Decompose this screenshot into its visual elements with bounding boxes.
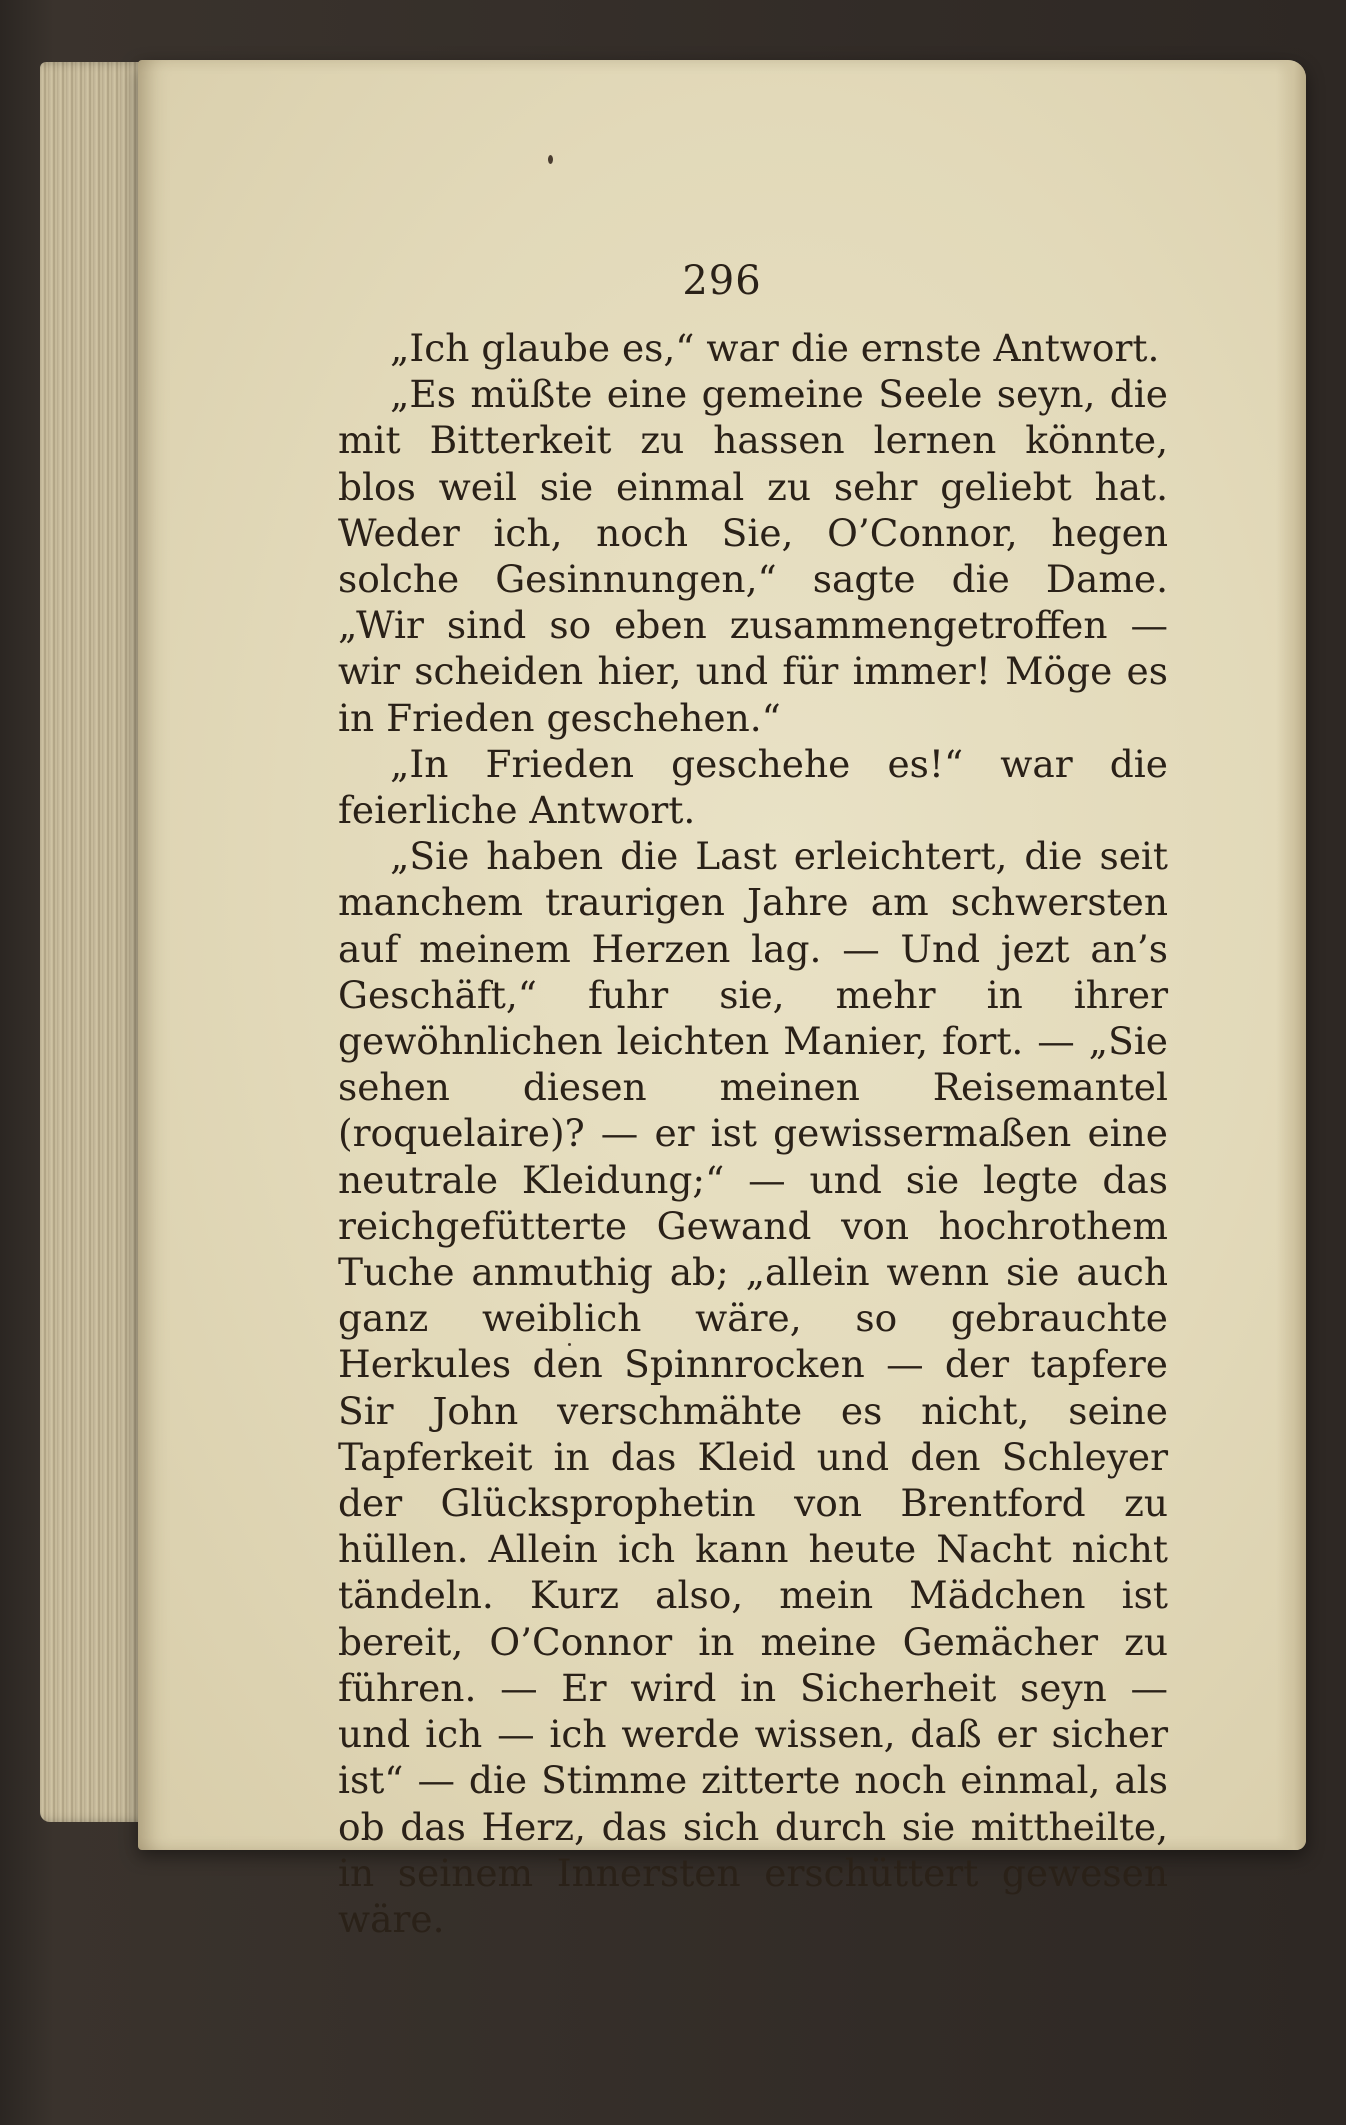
ink-speck	[548, 155, 553, 164]
page-stack-edges	[40, 62, 150, 1822]
paragraph: „Ich glaube es,“ war die ernste Antwort.	[390, 326, 1160, 370]
page-right-edge	[1276, 60, 1306, 1850]
paragraph: „In Frieden geschehe es!“ war die feierliche Antwort.	[338, 741, 1168, 833]
paragraph: „Es müßte eine gemeine Seele seyn, die mit Bitterkeit zu hassen lernen könnte, blos weil sie einmal zu sehr geliebt hat. Weder ich, noch Sie, O’Connor, hegen solche Gesinnungen,“ sagte die Dame. „Wir sind so eben zusammengetroffen — wir scheiden hier, und für immer! Möge es in Frieden geschehen.“	[338, 372, 1168, 740]
page-text	[338, 325, 1168, 1942]
page-number: 296	[682, 258, 762, 304]
paragraph: „Sie haben die Last erleichtert, die seit manchem traurigen Jahre am schwersten auf meinem Herzen lag. — Und jezt an’s Geschäft,“ fuhr sie, mehr in ihrer gewöhnlichen leichten Manier, fort. — „Sie sehen diesen meinen Reisemantel (roquelaire)? — er ist gewissermaßen eine neutrale Kleidung;“ — und sie legte das reichgefütterte Gewand von hochrothem Tuche anmuthig ab; „allein wenn sie auch ganz weiblich wäre, so gebrauchte Herkules den Spinnrocken — der tapfere Sir John verschmähte es nicht, seine Tapferkeit in das Kleid und den Schleyer der Glücksprophetin von Brentford zu hüllen. Allein ich kann heute Nacht nicht tändeln. Kurz also, mein Mädchen ist bereit, O’Connor in meine Gemächer zu führen. — Er wird in Sicherheit seyn — und ich — ich werde wissen, daß er sicher ist“ — die Stimme zitterte noch einmal, als ob das Herz, das sich durch sie mittheilte, in seinem Innersten erschüttert gewesen wäre.	[338, 834, 1168, 1941]
